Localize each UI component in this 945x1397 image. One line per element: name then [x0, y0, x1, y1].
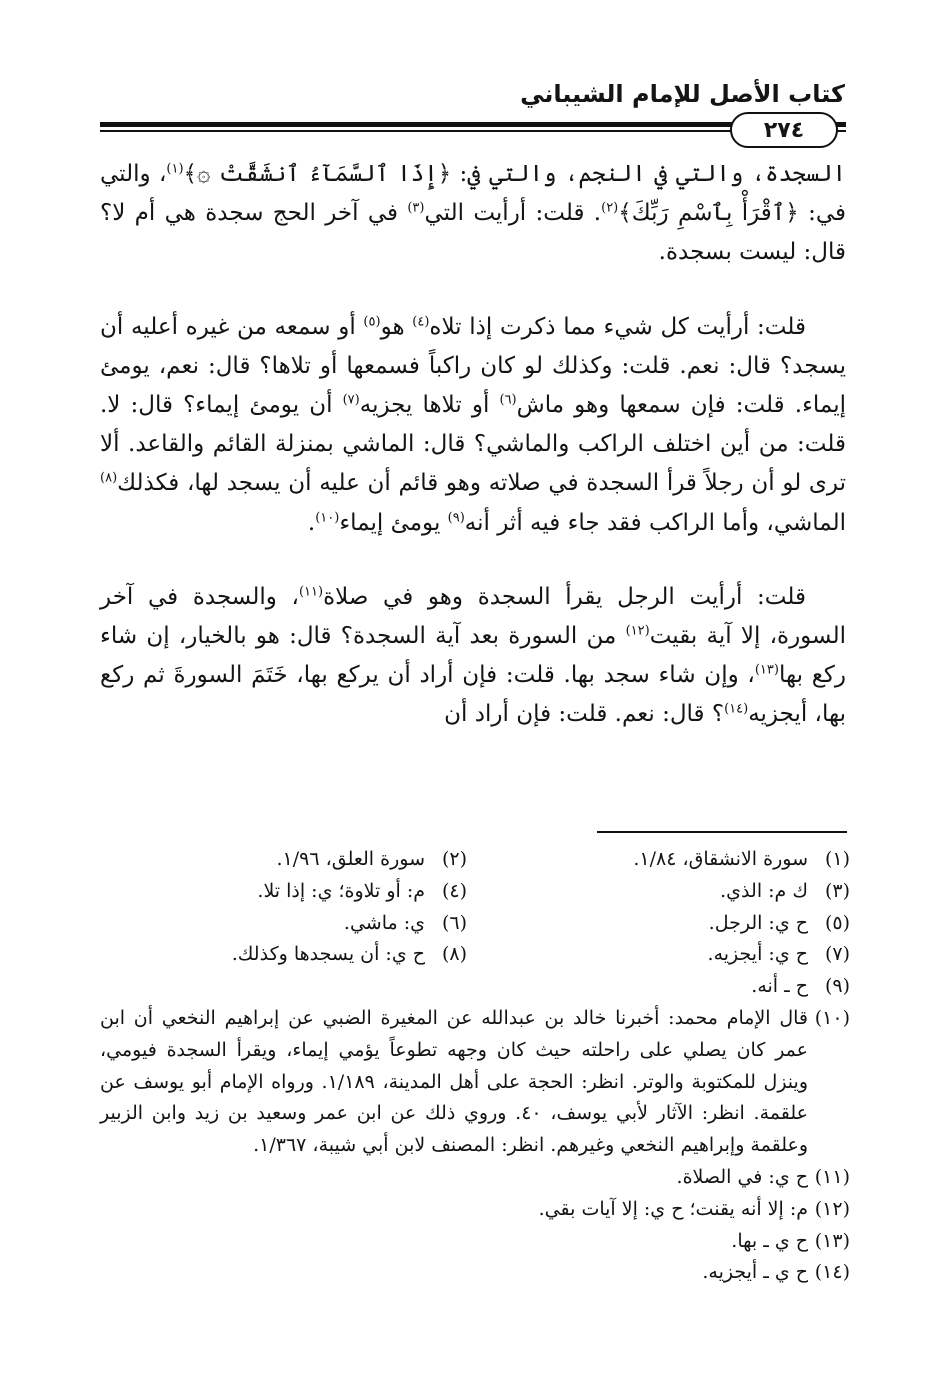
footnote-marker: (٤)	[412, 313, 430, 329]
footnote-number: (١)	[824, 848, 850, 870]
footnotes-long-list	[100, 1003, 850, 1289]
footnote-text: ي: ماشي.	[343, 911, 425, 934]
footnote-text: ح ي: أن يسجدها وكذلك.	[231, 943, 425, 966]
footnote-text: م: أو تلاوة؛ ي: إذا تلا.	[257, 879, 425, 902]
footnote-item	[100, 876, 467, 908]
text-run: هو	[380, 313, 413, 340]
text-run: قلت: أرأيت كل شيء مما ذكرت إذا تلاه	[429, 313, 806, 340]
footnote-number: (٥)	[824, 911, 850, 934]
footnote-marker: (١٢)	[625, 623, 650, 639]
footnote-number: (٢)	[441, 848, 467, 870]
footnote-number: (٤)	[441, 879, 467, 902]
footnote-text: سورة العلق، ١/٩٦.	[276, 848, 425, 870]
text-run: أو تلاها يجزيه	[359, 392, 500, 419]
footnote-item	[100, 908, 467, 940]
text-run: ؟ قال: نعم. قلت: فإن أراد أن	[444, 701, 725, 728]
text-run: .	[307, 509, 316, 536]
footnote-marker: (١٠)	[315, 509, 340, 525]
footnotes	[100, 844, 850, 1289]
footnote-item	[100, 1194, 850, 1226]
footnote-item	[483, 876, 850, 908]
text-run: أو سمعه من غيره أعليه أن يسجد؟ قال: نعم. قلت: وكذلك لو كان راكباً فسمعها أو تلاها؟ قال: نعم، يومئ إيماء. قلت: فإن سمعها وهو ماش	[100, 313, 846, 419]
text-run: السجدة، والتي في النجم، والتي في: ﴿إِذَا ٱلسَّمَآءُ ٱنشَقَّتْ ۞﴾	[183, 161, 846, 187]
footnote-marker: (١٣)	[754, 662, 779, 678]
running-title: كتاب الأصل للإمام الشيباني	[520, 80, 845, 108]
footnote-marker: (١٤)	[724, 701, 749, 717]
footnote-number: (٧)	[824, 943, 850, 966]
text-run: . قلت: أرأيت التي	[424, 200, 602, 227]
footnote-marker: (١)	[166, 161, 184, 177]
footnote-item	[483, 939, 850, 971]
page-number: ٢٧٤	[730, 112, 838, 148]
footnote-marker: (٣)	[407, 200, 425, 216]
footnote-text: ح ي: الرجل.	[708, 911, 808, 934]
footnote-number: (١٢)	[814, 1197, 850, 1220]
text-run: ، والتي في: ﴿ٱقْرَأْ بِٱسْمِ رَبِّكَ﴾	[100, 161, 846, 227]
footnote-number: (١٤)	[814, 1261, 850, 1284]
footnote-number: (٣)	[824, 879, 850, 902]
footnote-item	[100, 1162, 850, 1194]
footnote-item	[100, 1003, 850, 1162]
footnote-number: (٩)	[824, 975, 850, 998]
footnote-text: ح ي: أيجزيه.	[707, 943, 808, 966]
footnote-marker: (٢)	[601, 200, 619, 216]
text-run: قلت: أرأيت الرجل يقرأ السجدة وهو في صلاة	[323, 583, 806, 610]
footnote-marker: (٦)	[499, 392, 517, 408]
footnote-number: (١١)	[814, 1165, 850, 1188]
footnote-marker: (٧)	[342, 392, 360, 408]
footnote-item	[483, 971, 850, 1003]
footnote-text: ح ي ـ بها.	[731, 1229, 808, 1252]
body-text	[100, 155, 846, 735]
footnote-separator	[597, 831, 847, 833]
text-run: يومئ إيماء	[339, 509, 448, 536]
footnote-item	[483, 908, 850, 940]
footnote-marker: (١١)	[298, 584, 324, 600]
footnote-number: (٦)	[441, 911, 467, 934]
text-run: من السورة بعد آية السجدة؟ قال: هو بالخيار، إن شاء ركع بها	[100, 623, 846, 689]
footnote-item	[100, 1226, 850, 1258]
footnotes-short-grid	[100, 844, 850, 1003]
footnote-text: ح ي ـ أيجزيه.	[702, 1261, 808, 1284]
footnote-marker: (٨)	[100, 470, 118, 486]
footnote-text: ح ـ أنه.	[751, 975, 808, 998]
text-run: ، وإن شاء سجد بها. قلت: فإن أراد أن يركع بها، خَتَمَ السورةَ ثم ركع بها، أيجزيه	[100, 662, 846, 728]
footnote-text: م: إلا أنه يقنت؛ ح ي: إلا آيات بقي.	[538, 1197, 808, 1220]
text-run: الماشي، وأما الراكب فقد جاء فيه أثر أنه	[464, 509, 846, 536]
footnote-number: (١٣)	[814, 1229, 850, 1252]
text-run: في آخر الحج سجدة هي أم لا؟ قال: ليست بسجدة.	[100, 200, 846, 266]
footnote-text: سورة الانشقاق، ١/٨٤.	[633, 848, 808, 870]
footnote-text: ك م: الذي.	[720, 879, 808, 902]
paragraph	[100, 308, 846, 543]
footnote-item	[100, 1257, 850, 1289]
footnote-number: (١٠)	[814, 1006, 850, 1029]
paragraph	[100, 155, 846, 273]
footnote-text: ح ي: في الصلاة.	[676, 1165, 808, 1188]
text-run: ، والسجدة في آخر السورة، إلا آية بقيت	[100, 583, 846, 650]
paragraph	[100, 578, 846, 735]
footnote-number: (٨)	[441, 943, 467, 966]
footnote-text: قال الإمام محمد: أخبرنا خالد بن عبدالله عن المغيرة الضبي عن إبراهيم النخعي أن ابن عمر كان يصلي على راحلته حيث كان وجهه تطوعاً يؤمي إيماء، ويقرأ السجدة فيومي، وينزل للمكتوبة والوتر. انظر: الحجة على أهل المدينة، ١/١٨٩. ورواه الإمام أبو يوسف عن علقمة. انظر: الآثار لأبي يوسف، ٤٠. وروي ذلك عن ابن عمر وسعيد بن زيد وابن الزبير وعلقمة وإبراهيم النخعي وغيرهم. انظر: المصنف لابن أبي شيبة، ١/٣٦٧.	[100, 1006, 809, 1157]
footnote-item	[483, 844, 850, 876]
footnote-marker: (٥)	[363, 313, 381, 329]
footnote-item	[100, 939, 467, 971]
footnote-marker: (٩)	[447, 509, 465, 525]
footnote-item	[100, 844, 467, 876]
text-run: أن يومئ إيماء؟ قال: لا. قلت: من أين اختلف الراكب والماشي؟ قال: الماشي بمنزلة القائم والقاعد. ألا ترى لو أن رجلاً قرأ السجدة في صلاته وهو قائم أن عليه أن يسجد لها، فكذلك	[100, 392, 846, 497]
